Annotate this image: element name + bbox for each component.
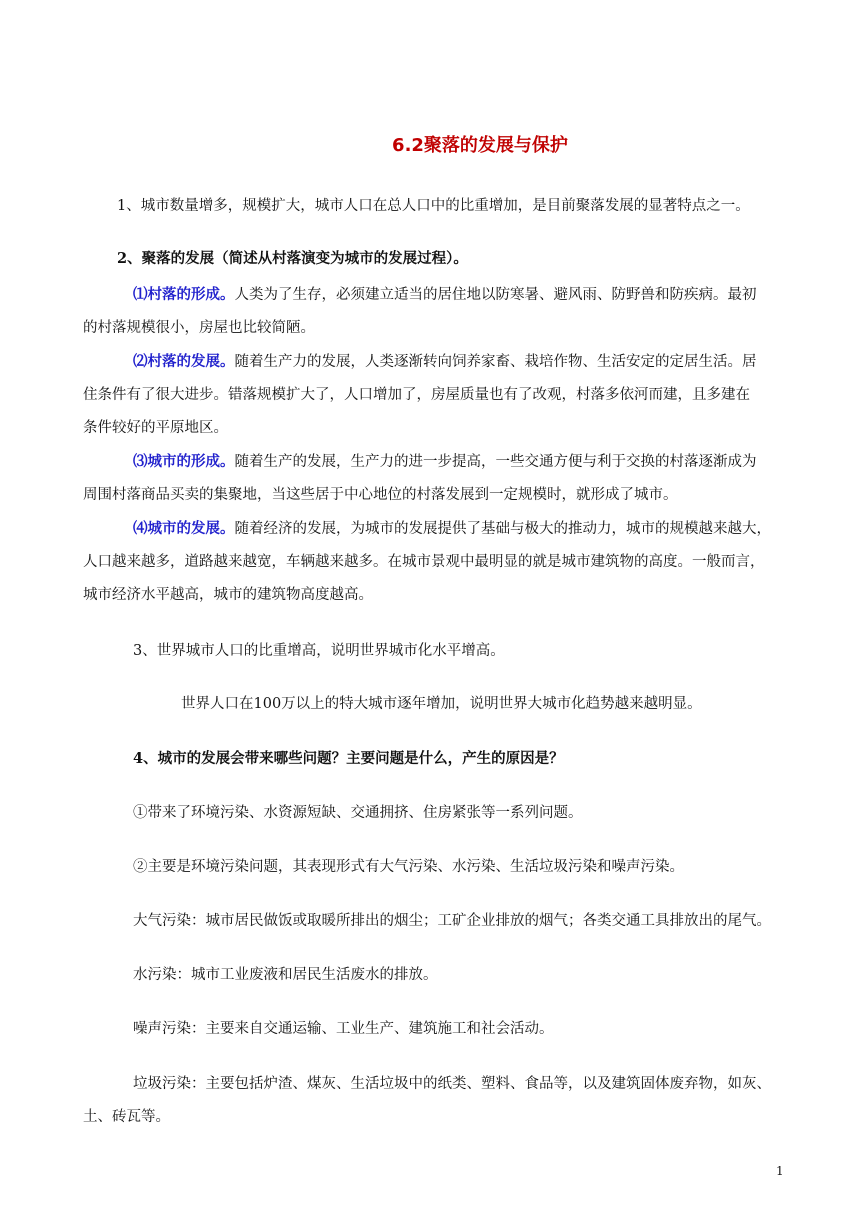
section-3-label: ⑶城市的形成。 [133, 453, 235, 470]
page-number: 1 [776, 1164, 784, 1178]
paragraph-6: ②主要是环境污染问题，其表现形式有大气污染、水污染、生活垃圾污染和噪声污染。 [133, 859, 684, 875]
paragraph-7: 大气污染：城市居民做饭或取暖所排出的烟尘；工矿企业排放的烟气；各类交通工具排放出的尾气。 [133, 913, 771, 929]
section-3-line-2: 周围村落商品买卖的集聚地，当这些居于中心地位的村落发展到一定规模时，就形成了城市。 [83, 487, 678, 503]
paragraph-5: ①带来了环境污染、水资源短缺、交通拥挤、住房紧张等一系列问题。 [133, 805, 583, 821]
paragraph-1: 1、城市数量增多，规模扩大，城市人口在总人口中的比重增加，是目前聚落发展的显著特点之一。 [117, 198, 750, 214]
section-1-line-1 [133, 285, 757, 305]
section-2-line-2: 住条件有了很大进步。错落规模扩大了，人口增加了，房屋质量也有了改观，村落多依河而建，且多建在 [83, 387, 750, 403]
section-1-text: 人类为了生存，必须建立适当的居住地以防寒暑、避风雨、防野兽和防疾病。最初 [234, 287, 757, 303]
section-2-line-1 [133, 352, 757, 372]
section-1-line-2: 的村落规模很小，房屋也比较简陋。 [83, 320, 315, 336]
paragraph-2-heading: 2、聚落的发展（简述从村落演变为城市的发展过程）。 [117, 250, 468, 267]
page-title: 6.2聚落的发展与保护 [392, 135, 568, 156]
paragraph-10-line-2: 土、砖瓦等。 [83, 1109, 170, 1125]
paragraph-3b: 世界人口在100万以上的特大城市逐年增加，说明世界大城市化趋势越来越明显。 [181, 696, 702, 712]
section-2-text: 随着生产力的发展，人类逐渐转向饲养家畜、栽培作物、生活安定的定居生活。居 [234, 354, 757, 370]
section-4-line-2: 人口越来越多，道路越来越宽，车辆越来越多。在城市景观中最明显的就是城市建筑物的高度。一般而言， [83, 554, 765, 570]
paragraph-10-line-1: 垃圾污染：主要包括炉渣、煤灰、生活垃圾中的纸类、塑料、食品等，以及建筑固体废弃物，如灰、 [133, 1076, 771, 1092]
paragraph-8: 水污染：城市工业废液和居民生活废水的排放。 [133, 967, 438, 983]
section-4-line-1 [133, 519, 771, 539]
section-2-line-3: 条件较好的平原地区。 [83, 420, 228, 436]
section-4-text: 随着经济的发展，为城市的发展提供了基础与极大的推动力，城市的规模越来越大， [234, 521, 771, 537]
section-1-label: ⑴村落的形成。 [133, 286, 235, 303]
section-3-text: 随着生产的发展，生产力的进一步提高，一些交通方便与利于交换的村落逐渐成为 [234, 454, 757, 470]
section-4-line-3: 城市经济水平越高，城市的建筑物高度越高。 [83, 587, 373, 603]
section-3-line-1 [133, 452, 757, 472]
paragraph-4-heading: 4、城市的发展会带来哪些问题？主要问题是什么，产生的原因是？ [133, 750, 564, 767]
paragraph-3: 3、世界城市人口的比重增高，说明世界城市化水平增高。 [133, 643, 505, 659]
paragraph-9: 噪声污染：主要来自交通运输、工业生产、建筑施工和社会活动。 [133, 1021, 554, 1037]
section-4-label: ⑷城市的发展。 [133, 520, 235, 537]
section-2-label: ⑵村落的发展。 [133, 353, 235, 370]
